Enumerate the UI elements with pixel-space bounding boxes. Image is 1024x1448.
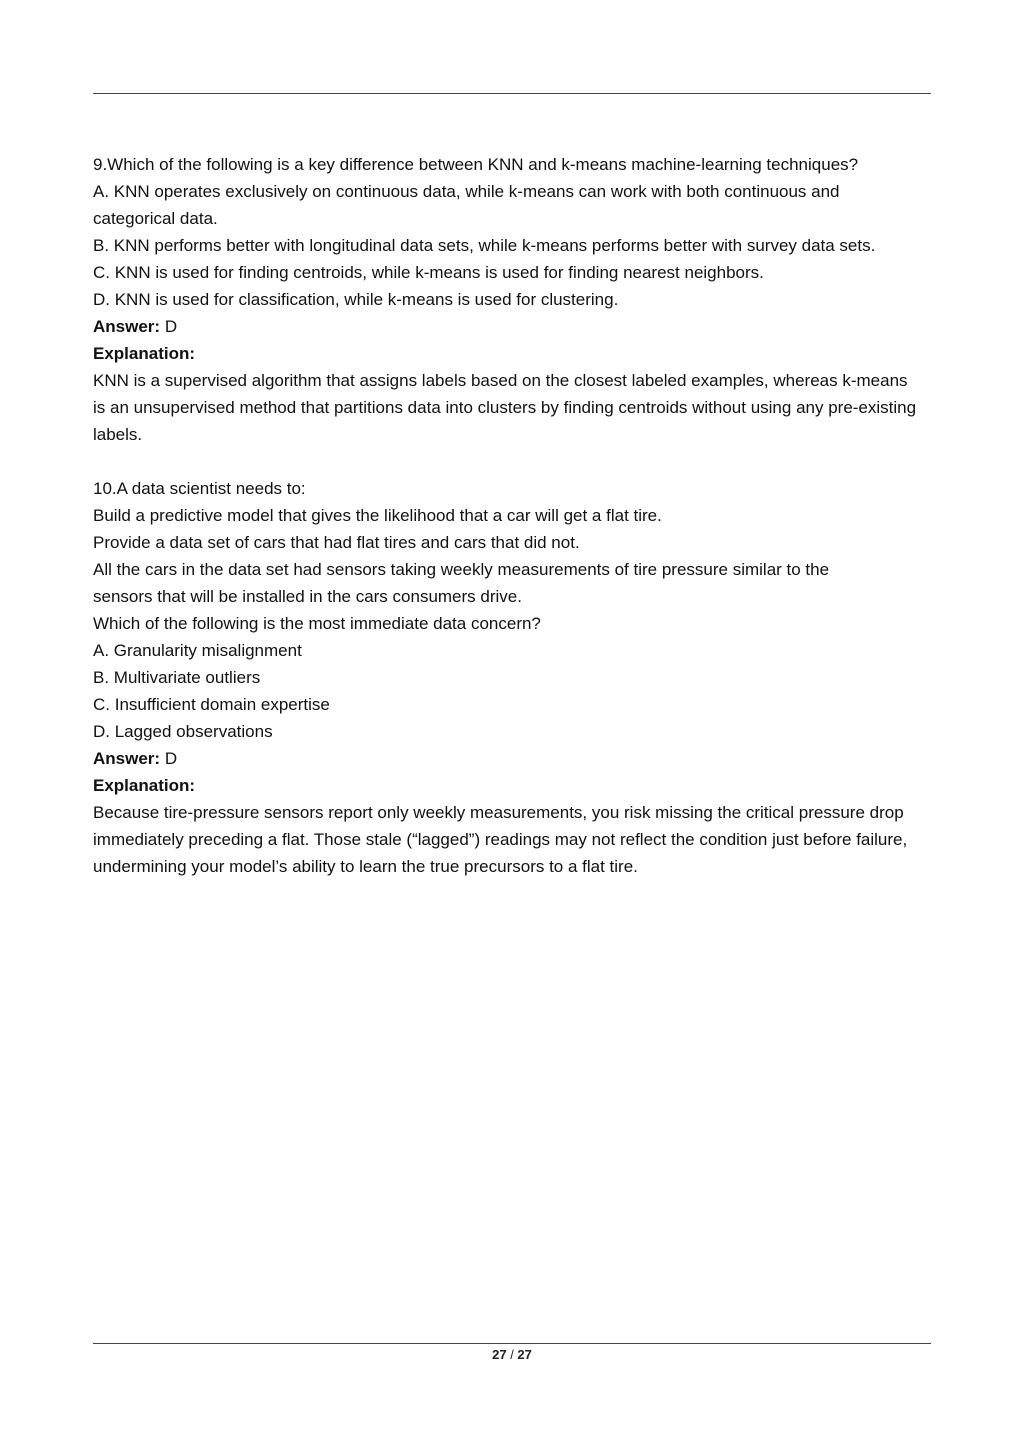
answer-line <box>93 745 943 772</box>
answer-value: D <box>164 749 178 768</box>
context-line-4: Which of the following is the most immediate data concern? <box>93 614 541 633</box>
answer-label: Answer: <box>93 317 161 336</box>
option-c: C. Insufficient domain expertise <box>93 695 330 714</box>
option-a: A. Granularity misalignment <box>93 641 302 660</box>
answer-label: Answer: <box>93 749 161 768</box>
page-separator: / <box>506 1347 518 1362</box>
option-a: A. KNN operates exclusively on continuous data, while k-means can work with both continuous and categorical data. <box>93 182 840 228</box>
question-text: 9.Which of the following is a key difference between KNN and k-means machine-learning techniques? <box>93 155 859 174</box>
explanation-text: KNN is a supervised algorithm that assigns labels based on the closest labeled examples, whereas k-means is an unsupervised method that partitions data into clusters by finding centroids without using any pre-existing labels. <box>93 371 917 444</box>
context-line-2: Provide a data set of cars that had flat tires and cars that did not. <box>93 533 580 552</box>
header-divider <box>93 93 931 94</box>
context-line-1: Build a predictive model that gives the likelihood that a car will get a flat tire. <box>93 506 662 525</box>
explanation-text: Because tire-pressure sensors report only weekly measurements, you risk missing the critical pressure drop immediately preceding a flat. Those stale (“lagged”) readings may not reflect the condition just before failure, undermining your model’s ability to learn the true precursors to a flat tire. <box>93 803 908 876</box>
question-block-9 <box>93 151 943 448</box>
context-line-3: All the cars in the data set had sensors taking weekly measurements of tire pressure similar to the sensors that will be installed in the cars consumers drive. <box>93 560 830 606</box>
option-d: D. KNN is used for classification, while k-means is used for clustering. <box>93 290 619 309</box>
option-c: C. KNN is used for finding centroids, while k-means is used for finding nearest neighbors. <box>93 263 764 282</box>
explanation-label: Explanation: <box>93 776 196 795</box>
question-text: 10.A data scientist needs to: <box>93 479 306 498</box>
page-content <box>93 151 943 880</box>
total-pages: 27 <box>517 1347 532 1362</box>
option-d: D. Lagged observations <box>93 722 273 741</box>
explanation-label: Explanation: <box>93 344 196 363</box>
page-number <box>0 1346 1024 1364</box>
answer-value: D <box>164 317 178 336</box>
footer-divider <box>93 1343 931 1344</box>
question-block-10 <box>93 475 943 880</box>
option-b: B. KNN performs better with longitudinal data sets, while k-means performs better with survey data sets. <box>93 236 876 255</box>
question-spacer <box>93 448 943 475</box>
option-b: B. Multivariate outliers <box>93 668 261 687</box>
current-page: 27 <box>492 1347 507 1362</box>
answer-line <box>93 313 943 340</box>
